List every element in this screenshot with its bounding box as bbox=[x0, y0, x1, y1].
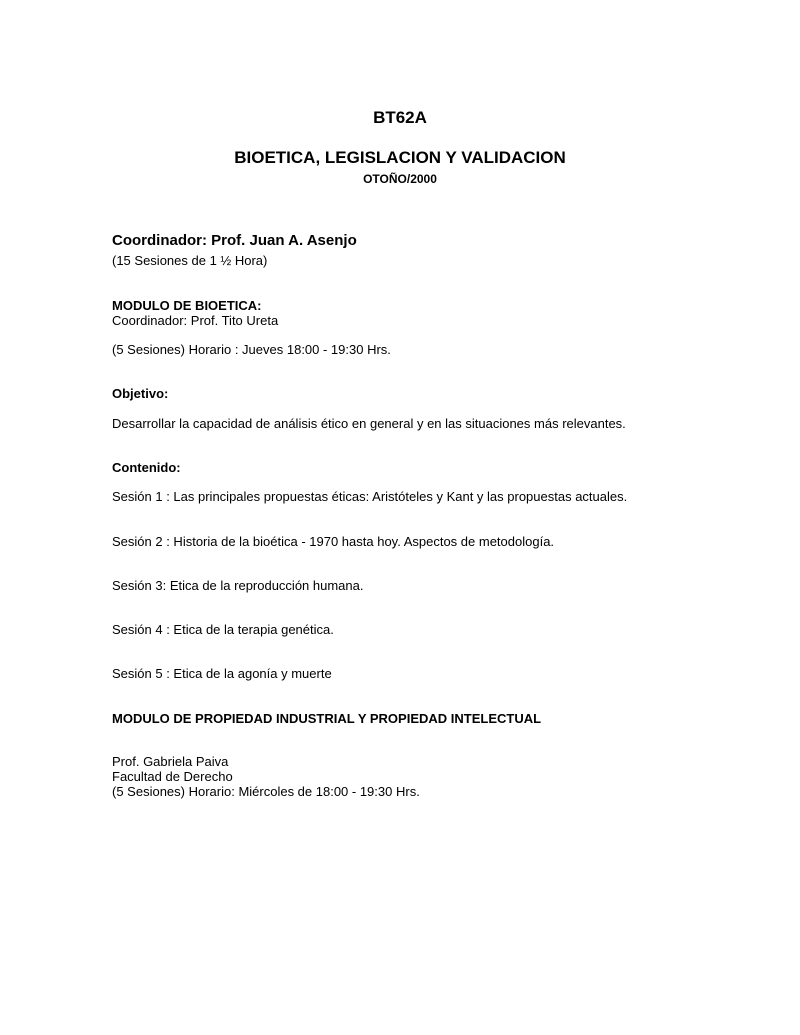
content-heading: Contenido: bbox=[112, 460, 181, 475]
property-module-details bbox=[112, 754, 420, 799]
bioetica-module-header bbox=[112, 298, 278, 328]
main-coordinator: Coordinador: Prof. Juan A. Asenjo bbox=[112, 232, 357, 249]
objective-heading: Objetivo: bbox=[112, 386, 169, 401]
bioetica-module-coordinator: Coordinador: Prof. Tito Ureta bbox=[112, 313, 279, 328]
session-item: Sesión 2 : Historia de la bioética - 1970 hasta hoy. Aspectos de metodología. bbox=[112, 534, 555, 549]
session-item: Sesión 3: Etica de la reproducción humana. bbox=[112, 578, 364, 593]
bioetica-schedule: (5 Sesiones) Horario : Jueves 18:00 - 19:30 Hrs. bbox=[112, 342, 391, 357]
property-professor: Prof. Gabriela Paiva bbox=[112, 754, 229, 769]
property-faculty: Facultad de Derecho bbox=[112, 769, 233, 784]
property-module-heading: MODULO DE PROPIEDAD INDUSTRIAL Y PROPIEDAD INTELECTUAL bbox=[112, 711, 542, 726]
bioetica-module-heading: MODULO DE BIOETICA: bbox=[112, 298, 262, 313]
property-schedule: (5 Sesiones) Horario: Miércoles de 18:00 - 19:30 Hrs. bbox=[112, 784, 420, 799]
session-item: Sesión 1 : Las principales propuestas éticas: Aristóteles y Kant y las propuestas actuales. bbox=[112, 489, 628, 504]
course-term: OTOÑO/2000 bbox=[363, 172, 437, 186]
session-item: Sesión 5 : Etica de la agonía y muerte bbox=[112, 666, 332, 681]
total-sessions: (15 Sesiones de 1 ½ Hora) bbox=[112, 253, 268, 268]
session-item: Sesión 4 : Etica de la terapia genética. bbox=[112, 622, 334, 637]
course-title: BIOETICA, LEGISLACION Y VALIDACION bbox=[234, 148, 566, 167]
objective-text: Desarrollar la capacidad de análisis ético en general y en las situaciones más relevantes. bbox=[112, 416, 626, 431]
course-code: BT62A bbox=[373, 108, 427, 127]
